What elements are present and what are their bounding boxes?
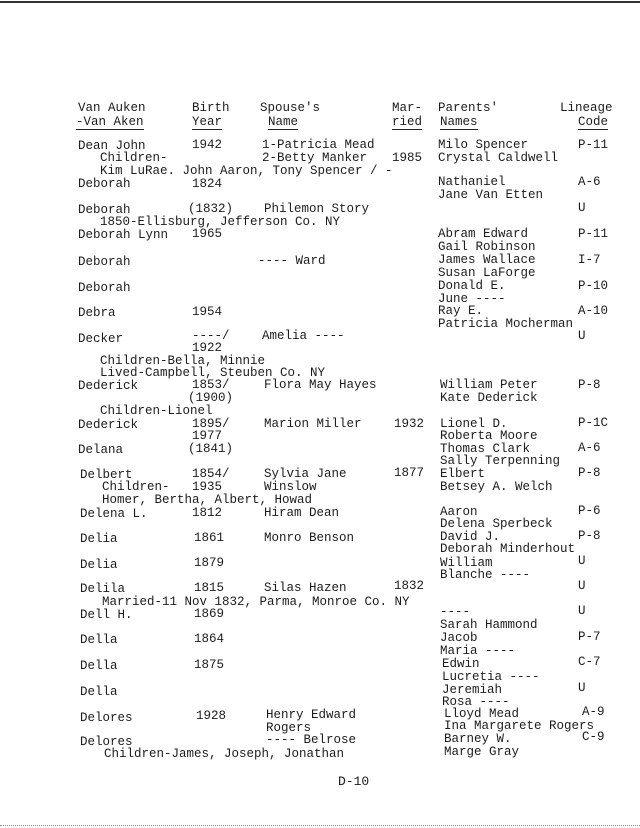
entry-birth: 1864 (194, 632, 225, 646)
entry-birth: (1841) (188, 442, 234, 456)
entry-spouse: ---- Ward (258, 254, 326, 268)
entry-name: Dell H. (80, 608, 133, 622)
entry-birth: (1832) (188, 202, 234, 216)
entry-parent: Maria ---- (440, 644, 516, 658)
entry-name: Delena L. (80, 507, 148, 521)
entry-lineage-code: U (578, 201, 586, 215)
header-spouse-line2: Name (268, 115, 299, 129)
header-spouse-line1: Spouse's (260, 101, 321, 115)
entry-spouse: Sylvia Jane (264, 467, 347, 481)
entry-name: Delores (80, 735, 133, 749)
entry-lineage-code: P-8 (578, 466, 601, 480)
entry-lineage-code: P-7 (578, 630, 601, 644)
entry-birth: 1815 (194, 581, 225, 595)
entry-spouse: Philemon Story (264, 202, 370, 216)
entry-name: Dederick (78, 418, 139, 432)
entry-name: Debra (78, 306, 116, 320)
entry-birth: 1812 (192, 506, 223, 520)
entry-parent: Ina Margarete Rogers (444, 719, 595, 733)
entry-birth: 1965 (192, 227, 223, 241)
header-birth-line1: Birth (192, 101, 230, 115)
entry-birth: 1895/ (192, 417, 230, 431)
entry-parent: Nathaniel (438, 175, 506, 189)
entry-birth: 1879 (194, 556, 225, 570)
entry-name: Delana (78, 443, 124, 457)
entry-birth: 1928 (196, 709, 227, 723)
entry-parent: Jeremiah (442, 683, 503, 697)
entry-lineage-code: U (578, 604, 586, 618)
entry-parent: Elbert (440, 467, 486, 481)
entry-name: Delia (80, 558, 118, 572)
entry-birth: 1875 (194, 658, 225, 672)
header-married-line2: ried (392, 115, 423, 129)
entry-parent: Edwin (442, 657, 480, 671)
entry-name: Delila (80, 582, 126, 596)
entry-note: Children- (102, 480, 170, 494)
entry-lineage-code: U (578, 681, 586, 695)
entry-spouse: Silas Hazen (264, 581, 347, 595)
header-lineage-line1: Lineage (560, 101, 613, 115)
entry-lineage-code: P-6 (578, 504, 601, 518)
entry-lineage-code: U (578, 579, 586, 593)
header-parents-line1: Parents' (438, 101, 499, 115)
header-name-line2: -Van Aken (76, 115, 144, 129)
entry-spouse: 2-Betty Manker (262, 151, 368, 165)
entry-parent: Milo Spencer (438, 138, 529, 152)
entry-spouse: 1-Patricia Mead (262, 138, 375, 152)
entry-lineage-code: C-7 (578, 655, 601, 669)
entry-birth: 1954 (192, 305, 223, 319)
entry-parent: Jane Van Etten (438, 188, 544, 202)
entry-note: Homer, Bertha, Albert, Howad (102, 493, 313, 507)
entry-lineage-code: P-11 (578, 227, 609, 241)
entry-name: Dean John (78, 139, 146, 153)
entry-spouse: Amelia ---- (262, 329, 345, 343)
top-edge-rule (0, 1, 640, 3)
entry-married-year: 1877 (394, 466, 425, 480)
entry-lineage-code: U (578, 329, 586, 343)
entry-parent: Susan LaForge (438, 266, 536, 280)
entry-name: Della (80, 633, 118, 647)
entry-birth: ----/ (192, 329, 230, 343)
entry-name: Delores (80, 711, 133, 725)
entry-lineage-code: C-9 (582, 730, 605, 744)
entry-parent: Delena Sperbeck (440, 517, 553, 531)
entry-parent: James Wallace (438, 253, 536, 267)
bottom-edge-rule (0, 825, 640, 826)
entry-birth: 1861 (194, 531, 225, 545)
entry-parent: Lionel D. (440, 417, 508, 431)
entry-birth: 1922 (192, 341, 223, 355)
header-lineage-line2: Code (578, 115, 609, 129)
entry-name: Della (80, 659, 118, 673)
entry-parent: Barney W. (444, 732, 512, 746)
entry-parent: Sarah Hammond (440, 618, 538, 632)
entry-note: Lived-Campbell, Steuben Co. NY (100, 366, 326, 380)
entry-lineage-code: P-10 (578, 279, 609, 293)
entry-married-year: 1832 (394, 579, 425, 593)
entry-birth: 1869 (194, 607, 225, 621)
entry-parent: Lucretia ---- (442, 670, 540, 684)
entry-parent: Lloyd Mead (444, 707, 520, 721)
entry-parent: Blanche ---- (440, 568, 531, 582)
entry-note: Children-James, Joseph, Jonathan (104, 747, 345, 761)
entry-parent: Abram Edward (438, 227, 529, 241)
entry-parent: Betsey A. Welch (440, 480, 553, 494)
entry-parent: Ray E. (438, 304, 484, 318)
entry-spouse: Winslow (264, 480, 317, 494)
header-name-line1: Van Auken (78, 101, 146, 115)
entry-parent: Crystal Caldwell (438, 151, 559, 165)
entry-name: Dederick (78, 379, 139, 393)
entry-spouse: Monro Benson (264, 531, 355, 545)
header-married-line1: Mar- (392, 101, 423, 115)
entry-spouse: Henry Edward (266, 708, 357, 722)
entry-note: Children-Bella, Minnie (100, 354, 266, 368)
entry-birth: 1854/ (192, 467, 230, 481)
entry-birth: 1824 (192, 177, 223, 191)
entry-parent: ---- (440, 605, 471, 619)
entry-note: 1850-Ellisburg, Jefferson Co. NY (100, 215, 341, 229)
entry-parent: Jacob (440, 631, 478, 645)
entry-spouse: Flora May Hayes (264, 378, 377, 392)
entry-lineage-code: A-6 (578, 441, 601, 455)
entry-parent: David J. (440, 530, 501, 544)
entry-parent: Aaron (440, 505, 478, 519)
entry-lineage-code: A-6 (578, 175, 601, 189)
entry-name: Deborah (78, 203, 131, 217)
entry-parent: Marge Gray (444, 745, 520, 759)
entry-parent: Patricia Mocherman (438, 317, 574, 331)
entry-name: Deborah (78, 281, 131, 295)
entry-note: Children-Lionel (100, 404, 213, 418)
entry-parent: Roberta Moore (440, 429, 538, 443)
entry-birth: 1853/ (192, 378, 230, 392)
entry-parent: William Peter (440, 378, 538, 392)
entry-name: Decker (78, 332, 124, 346)
entry-parent: Sally Terpenning (440, 454, 561, 468)
entry-lineage-code: U (578, 554, 586, 568)
entry-parent: Donald E. (438, 279, 506, 293)
entry-parent: William (440, 556, 493, 570)
entry-spouse: Rogers (266, 721, 312, 735)
page-number: D-10 (338, 774, 370, 789)
entry-name: Della (80, 685, 118, 699)
entry-name: Delbert (80, 468, 133, 482)
entry-lineage-code: P-11 (578, 138, 609, 152)
entry-spouse: ---- Belrose (266, 733, 357, 747)
header-parents-line2: Names (440, 115, 478, 129)
entry-name: Deborah Lynn (78, 228, 169, 242)
entry-name: Deborah (78, 177, 131, 191)
entry-lineage-code: A-9 (582, 705, 605, 719)
entry-lineage-code: I-7 (578, 253, 601, 267)
entry-parent: Thomas Clark (440, 442, 531, 456)
entry-note: Children- (100, 151, 168, 165)
entry-lineage-code: P-8 (578, 378, 601, 392)
entry-parent: Rosa ---- (442, 695, 510, 709)
entry-parent: June ---- (438, 292, 506, 306)
entry-parent: Gail Robinson (438, 240, 536, 254)
entry-note: Married-11 Nov 1832, Parma, Monroe Co. NY (102, 595, 410, 609)
entry-name: Delia (80, 532, 118, 546)
entry-lineage-code: P-8 (578, 529, 601, 543)
entry-birth: 1977 (192, 429, 223, 443)
entry-married-year: 1932 (394, 417, 425, 431)
entry-name: Deborah (78, 255, 131, 269)
entry-parent: Kate Dederick (440, 391, 538, 405)
entry-spouse: Marion Miller (264, 417, 362, 431)
entry-parent: Deborah Minderhout (440, 542, 576, 556)
entry-lineage-code: P-1C (578, 416, 609, 430)
header-birth-line2: Year (192, 115, 223, 129)
entry-note: Kim LuRae. John Aaron, Tony Spencer / - (100, 164, 393, 178)
entry-birth: (1900) (188, 391, 234, 405)
entry-spouse: Hiram Dean (264, 506, 340, 520)
entry-birth: 1935 (192, 480, 223, 494)
entry-lineage-code: A-10 (578, 304, 609, 318)
entry-birth: 1942 (192, 138, 223, 152)
entry-married-year: 1985 (392, 151, 423, 165)
